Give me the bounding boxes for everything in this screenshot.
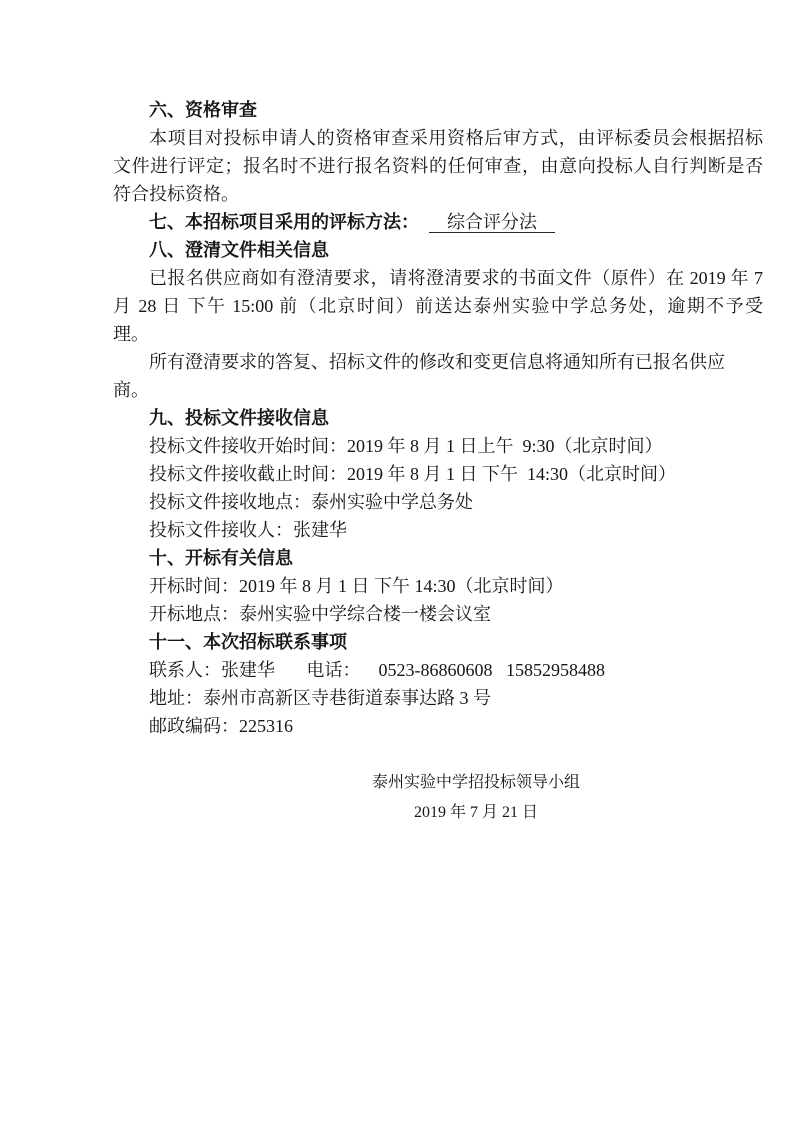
closing-block: [372, 768, 580, 828]
text-line: 联系人：张建华 电话： 0523-86860608 15852958488: [149, 660, 605, 680]
text-line: 投标文件接收地点：泰州实验中学总务处: [149, 492, 473, 512]
text-line: 地址：泰州市高新区寺巷街道泰事达路 3 号: [149, 688, 491, 708]
text-line: 开标时间：2019 年 8 月 1 日 下午 14:30（北京时间）: [149, 576, 564, 596]
text-line: 文件进行评定；报名时不进行报名资料的任何审查，由意向投标人自行判断是否: [113, 156, 763, 176]
text-line: 月 28 日 下午 15:00 前（北京时间）前送达泰州实验中学总务处，逾期不予受: [113, 296, 763, 316]
text-line: 本项目对投标申请人的资格审查采用资格后审方式，由评标委员会根据招标: [149, 128, 763, 148]
evaluation-method-line: [113, 208, 763, 236]
text-line: 邮政编码：225316: [149, 716, 293, 736]
text-line: 商。: [113, 380, 149, 400]
section-heading: 八、澄清文件相关信息: [149, 240, 329, 260]
text-line: 已报名供应商如有澄清要求，请将澄清要求的书面文件（原件）在 2019 年 7: [149, 268, 763, 288]
text-line: 理。: [113, 324, 149, 344]
document-content: [113, 96, 763, 828]
text-line: 所有澄清要求的答复、招标文件的修改和变更信息将通知所有已报名供应: [149, 352, 725, 372]
section-heading: 九、投标文件接收信息: [149, 408, 329, 428]
text-line: 投标文件接收人：张建华: [149, 520, 347, 540]
closing-date: 2019 年 7 月 21 日: [413, 804, 538, 821]
section-heading: 六、资格审查: [149, 100, 257, 120]
closing-org: 泰州实验中学招投标领导小组: [371, 774, 580, 791]
document-body: [113, 96, 763, 740]
text-line: 开标地点：泰州实验中学综合楼一楼会议室: [149, 604, 491, 624]
section-heading: 十、开标有关信息: [149, 548, 293, 568]
text-line: 符合投标资格。: [113, 184, 239, 204]
text-line: 投标文件接收截止时间：2019 年 8 月 1 日 下午 14:30（北京时间）: [149, 464, 676, 484]
evaluation-method-label: 七、本招标项目采用的评标方法：: [149, 212, 419, 232]
section-heading: 十一、本次招标联系事项: [149, 632, 347, 652]
text-line: 投标文件接收开始时间：2019 年 8 月 1 日上午 9:30（北京时间）: [149, 436, 663, 456]
evaluation-method-value: 综合评分法: [429, 212, 555, 233]
